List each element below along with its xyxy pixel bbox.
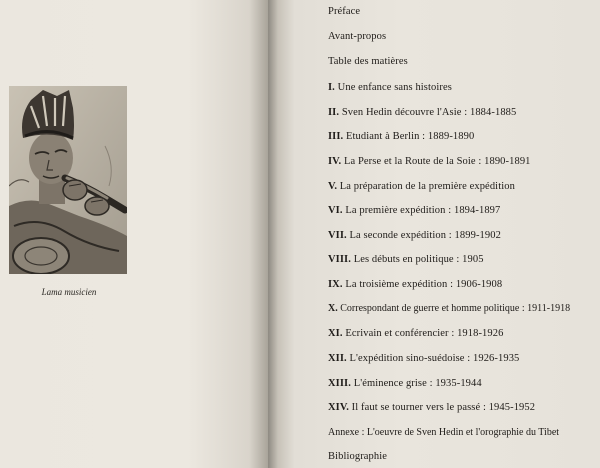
toc-entry: [328, 56, 408, 67]
toc-entry-title: Ecrivain et conférencier : 1918-1926: [345, 328, 504, 339]
toc-entry-title: La première expédition : 1894-1897: [345, 205, 501, 216]
toc-entry-title: Etudiant à Berlin : 1889-1890: [346, 131, 475, 142]
toc-entry: [328, 107, 516, 118]
toc-entry-title: La Perse et la Route de la Soie : 1890-1891: [343, 156, 531, 167]
toc-entry-number: III.: [328, 131, 344, 142]
table-of-contents: [268, 0, 600, 468]
toc-entry: [328, 378, 482, 389]
toc-entry-number: I.: [328, 82, 335, 93]
toc-entry: [328, 230, 501, 241]
toc-entry-title: Préface: [328, 6, 361, 17]
toc-entry: [328, 303, 570, 314]
toc-entry-title: Correspondant de guerre et homme politique : 1911-1918: [340, 303, 571, 314]
toc-entry-title: Une enfance sans histoires: [337, 82, 452, 93]
toc-entry-title: La préparation de la première expédition: [339, 181, 515, 192]
toc-entry-number: VII.: [328, 230, 347, 241]
toc-entry-title: La troisième expédition : 1906-1908: [345, 279, 503, 290]
toc-entry-number: XI.: [328, 328, 343, 339]
toc-entry-title: Bibliographie: [328, 451, 388, 462]
toc-entry-number: XIII.: [328, 378, 351, 389]
toc-entry-title: L'expédition sino-suédoise : 1926-1935: [349, 353, 520, 364]
toc-entry-title: Sven Hedin découvre l'Asie : 1884-1885: [341, 107, 517, 118]
toc-entry-number: V.: [328, 181, 338, 192]
toc-entry: [328, 31, 386, 42]
toc-entry: [328, 156, 531, 167]
toc-entry: [328, 328, 503, 339]
toc-entry-number: X.: [328, 303, 338, 314]
toc-entry-number: VIII.: [328, 254, 351, 265]
toc-entry: [328, 254, 484, 265]
left-page: [0, 0, 268, 468]
toc-entry: [328, 353, 519, 364]
toc-entry-title: Table des matières: [328, 56, 408, 67]
toc-entry: [328, 451, 387, 462]
toc-entry: [328, 131, 474, 142]
toc-entry-number: IX.: [328, 279, 343, 290]
toc-entry-number: XIV.: [328, 402, 349, 413]
toc-entry-number: IV.: [328, 156, 342, 167]
toc-entry-title: La seconde expédition : 1899-1902: [349, 230, 501, 241]
lama-musician-illustration: [9, 86, 127, 274]
toc-entry-title: Les débuts en politique : 1905: [353, 254, 484, 265]
toc-entry-title: Annexe : L'oeuvre de Sven Hedin et l'orographie du Tibet: [328, 427, 560, 438]
toc-entry: [328, 6, 360, 17]
toc-entry-number: XII.: [328, 353, 347, 364]
toc-entry: [328, 427, 559, 438]
toc-entry: [328, 181, 515, 192]
right-page: [268, 0, 600, 468]
toc-entry-title: Avant-propos: [328, 31, 387, 42]
toc-entry: [328, 402, 535, 413]
illustration-caption: Lama musicien: [41, 287, 97, 297]
toc-entry-number: VI.: [328, 205, 343, 216]
toc-entry: [328, 279, 502, 290]
toc-entry-title: L'éminence grise : 1935-1944: [353, 378, 482, 389]
toc-entry-number: II.: [328, 107, 340, 118]
toc-entry-title: Il faut se tourner vers le passé : 1945-1952: [351, 402, 536, 413]
toc-entry: [328, 205, 500, 216]
toc-entry: [328, 82, 452, 93]
